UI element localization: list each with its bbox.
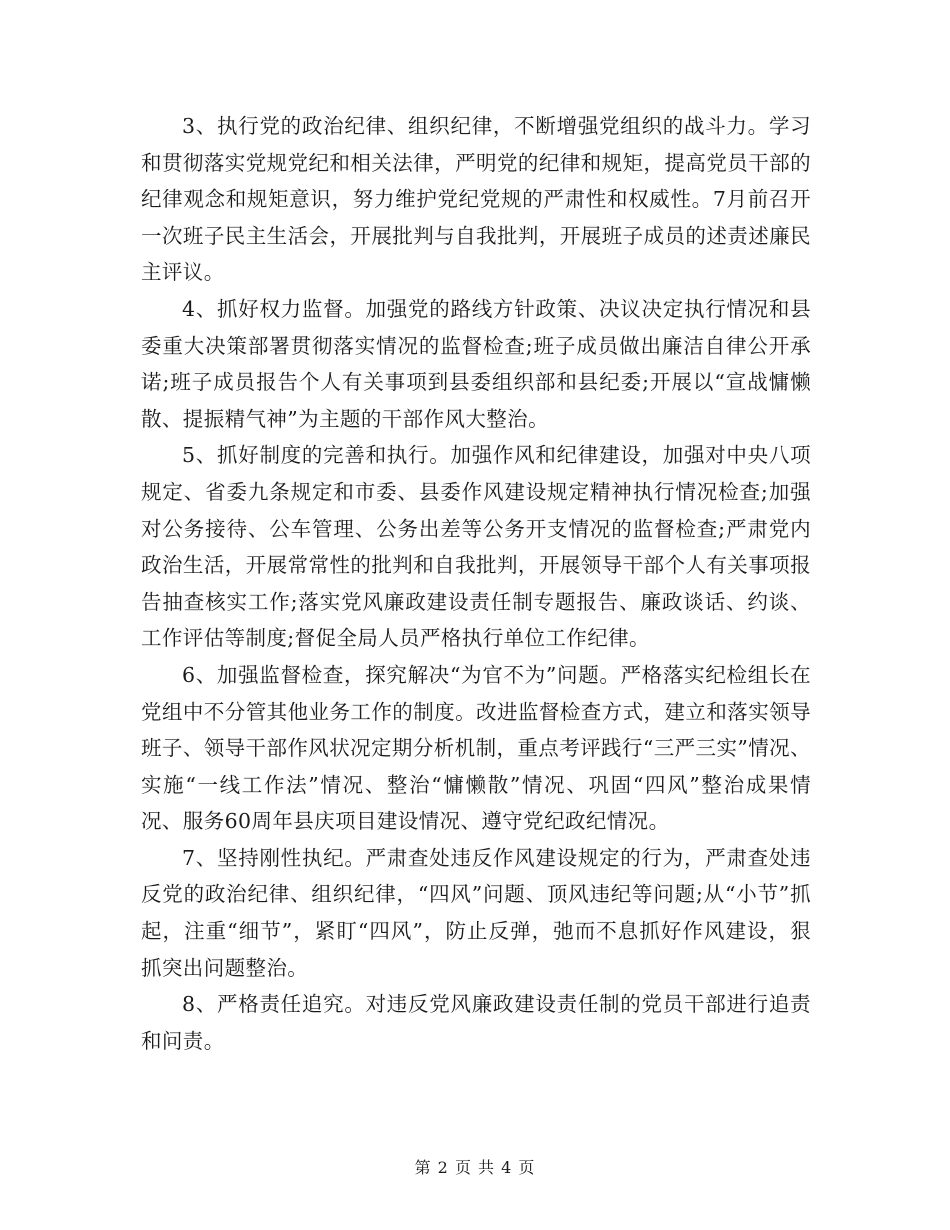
page-footer xyxy=(0,1155,950,1178)
paragraph-4: 4、抓好权力监督。加强党的路线方针政策、决议决定执行情况和县委重大决策部署贯彻落实情况的监督检查;班子成员做出廉洁自律公开承诺;班子成员报告个人有关事项到县委组织部和县纪委;开展以“宣战慵懒散、提振精气神”为主题的干部作风大整治。 xyxy=(141,296,811,431)
paragraph-6: 6、加强监督检查，探究解决“为官不为”问题。严格落实纪检组长在党组中不分管其他业务工作的制度。改进监督检查方式，建立和落实领导班子、领导干部作风状况定期分析机制，重点考评践行“三严三实”情况、实施“一线工作法”情况、整治“慵懒散”情况、巩固“四风”整治成果情况、服务60周年县庆项目建设情况、遵守党纪政纪情况。 xyxy=(141,662,811,834)
paragraph-8: 8、严格责任追究。对违反党风廉政建设责任制的党员干部进行追责和问责。 xyxy=(141,992,811,1053)
document-body xyxy=(141,108,811,1059)
paragraph-3: 3、执行党的政治纪律、组织纪律，不断增强党组织的战斗力。学习和贯彻落实党规党纪和相关法律，严明党的纪律和规矩，提高党员干部的纪律观念和规矩意识，努力维护党纪党规的严肃性和权威性。7月前召开一次班子民主生活会，开展批判与自我批判，开展班子成员的述责述廉民主评议。 xyxy=(141,114,811,285)
paragraph-5: 5、抓好制度的完善和执行。加强作风和纪律建设，加强对中央八项规定、省委九条规定和市委、县委作风建设规定精神执行情况检查;加强对公务接待、公车管理、公务出差等公务开支情况的监督检查;严肃党内政治生活，开展常常性的批判和自我批判，开展领导干部个人有关事项报告抽查核实工作;落实党风廉政建设责任制专题报告、廉政谈话、约谈、工作评估等制度;督促全局人员严格执行单位工作纪律。 xyxy=(141,443,811,651)
page-number-label: 第 2 页 共 4 页 xyxy=(414,1158,536,1177)
paragraph-7: 7、坚持刚性执纪。严肃查处违反作风建设规定的行为，严肃查处违反党的政治纪律、组织纪律，“四风”问题、顶风违纪等问题;从“小节”抓起，注重“细节”，紧盯“四风”，防止反弹，弛而不息抓好作风建设，狠抓突出问题整治。 xyxy=(141,845,811,980)
